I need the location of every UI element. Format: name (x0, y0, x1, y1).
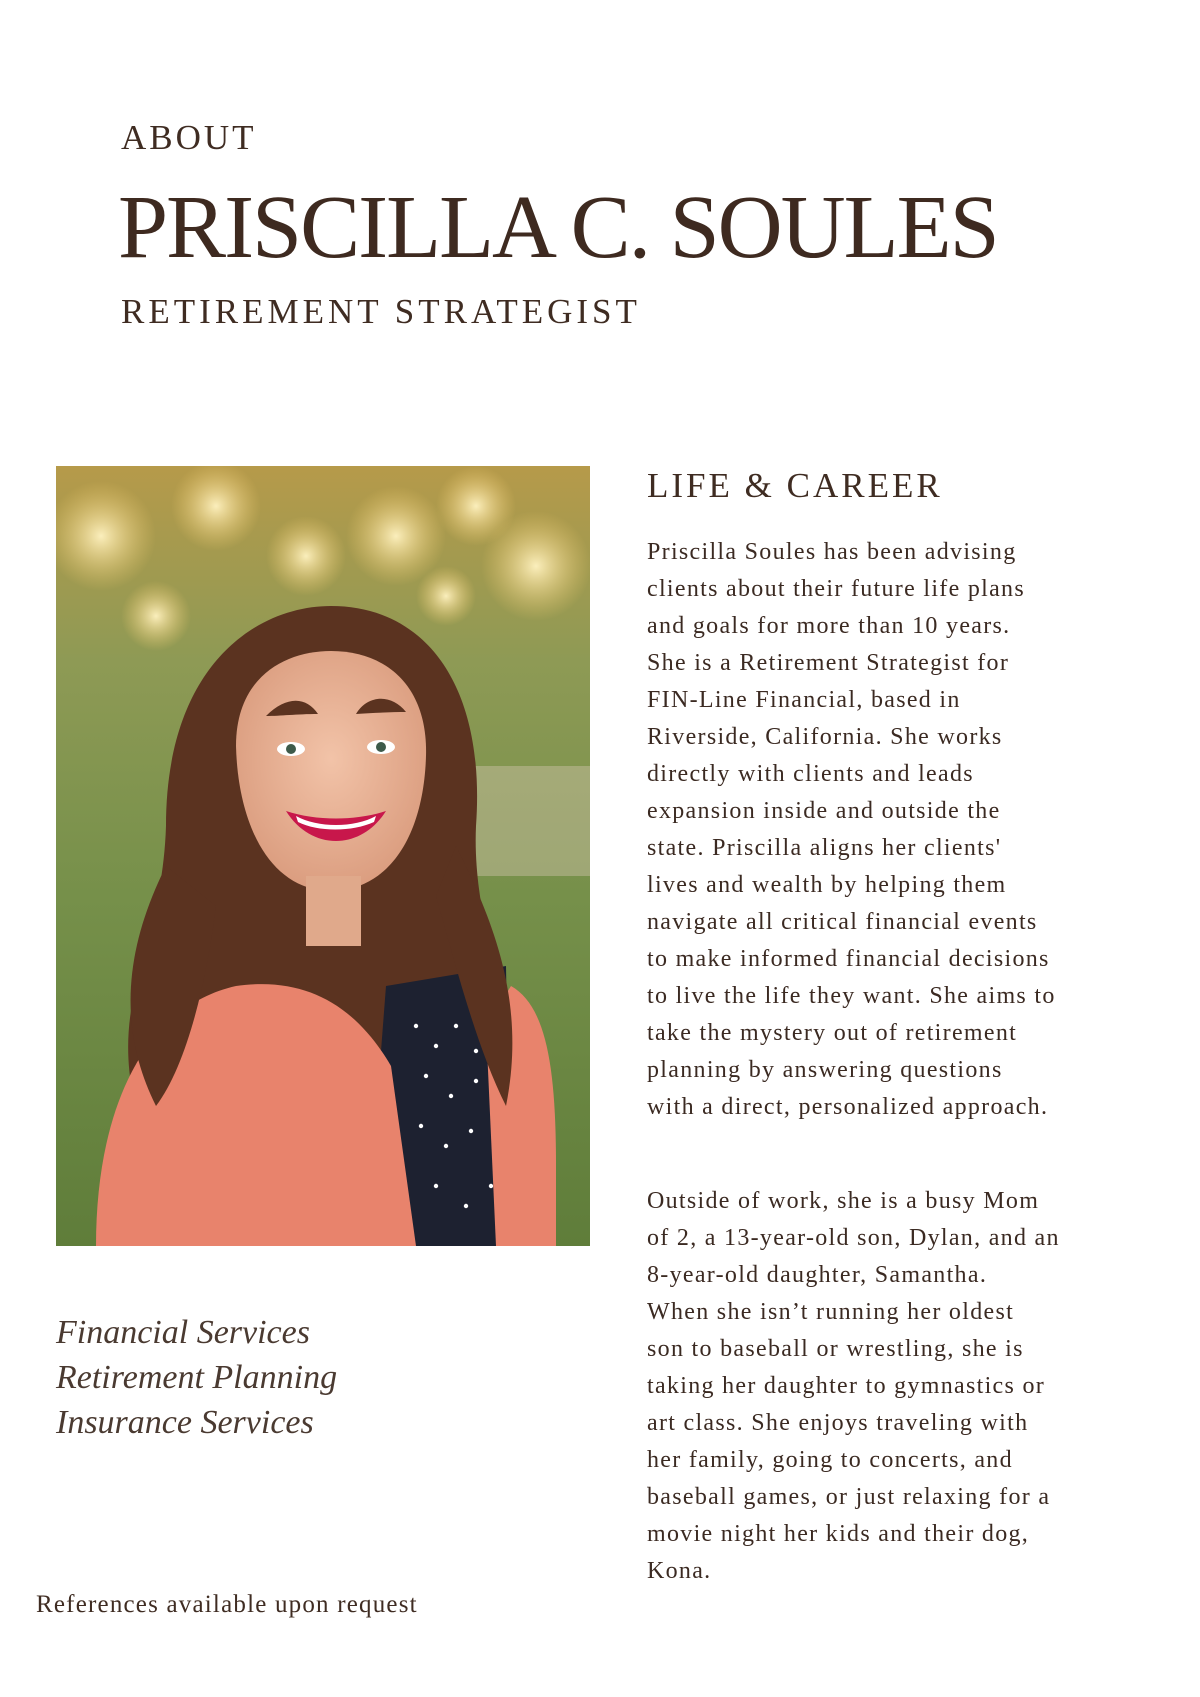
text-line: with a direct, personalized approach. (647, 1094, 1049, 1120)
text-line: FIN-Line Financial, based in (647, 687, 961, 713)
text-line: Kona. (647, 1558, 712, 1584)
references-note: References available upon request (36, 1591, 418, 1618)
text-line: and goals for more than 10 years. (647, 613, 1011, 639)
job-title: RETIREMENT STRATEGIST (121, 292, 641, 331)
text-line: her family, going to concerts, and (647, 1447, 1013, 1473)
text-line: navigate all critical financial events (647, 909, 1038, 935)
text-line: Riverside, California. She works (647, 724, 1003, 750)
text-line: to live the life they want. She aims to (647, 983, 1056, 1009)
section-heading: LIFE & CAREER (647, 466, 943, 505)
text-line: taking her daughter to gymnastics or (647, 1373, 1046, 1399)
text-line: baseball games, or just relaxing for a (647, 1484, 1051, 1510)
page-title: PRISCILLA C. SOULES (118, 178, 998, 277)
text-line: clients about their future life plans (647, 576, 1025, 602)
text-line: Priscilla Soules has been advising (647, 539, 1017, 565)
text-line: art class. She enjoys traveling with (647, 1410, 1029, 1436)
text-line: Outside of work, she is a busy Mom (647, 1188, 1040, 1214)
text-line: She is a Retirement Strategist for (647, 650, 1010, 676)
career-paragraph (647, 534, 1107, 1126)
text-line: of 2, a 13-year-old son, Dylan, and an (647, 1225, 1060, 1251)
text-line: son to baseball or wrestling, she is (647, 1336, 1024, 1362)
text-line: lives and wealth by helping them (647, 872, 1007, 898)
text-line: expansion inside and outside the (647, 798, 1001, 824)
text-line: 8-year-old daughter, Samantha. (647, 1262, 988, 1288)
text-line: When she isn’t running her oldest (647, 1299, 1015, 1325)
text-line: take the mystery out of retirement (647, 1020, 1018, 1046)
text-line: movie night her kids and their dog, (647, 1521, 1030, 1547)
text-line: to make informed financial decisions (647, 946, 1050, 972)
services-list (56, 1310, 337, 1445)
text-line: planning by answering questions (647, 1057, 1003, 1083)
service-item: Retirement Planning (56, 1359, 338, 1396)
text-line: directly with clients and leads (647, 761, 974, 787)
about-label: ABOUT (121, 118, 257, 157)
personal-paragraph (647, 1183, 1107, 1590)
service-item: Insurance Services (56, 1404, 314, 1441)
service-item: Financial Services (56, 1314, 310, 1351)
portrait-photo (56, 466, 590, 1246)
text-line: state. Priscilla aligns her clients' (647, 835, 1002, 861)
